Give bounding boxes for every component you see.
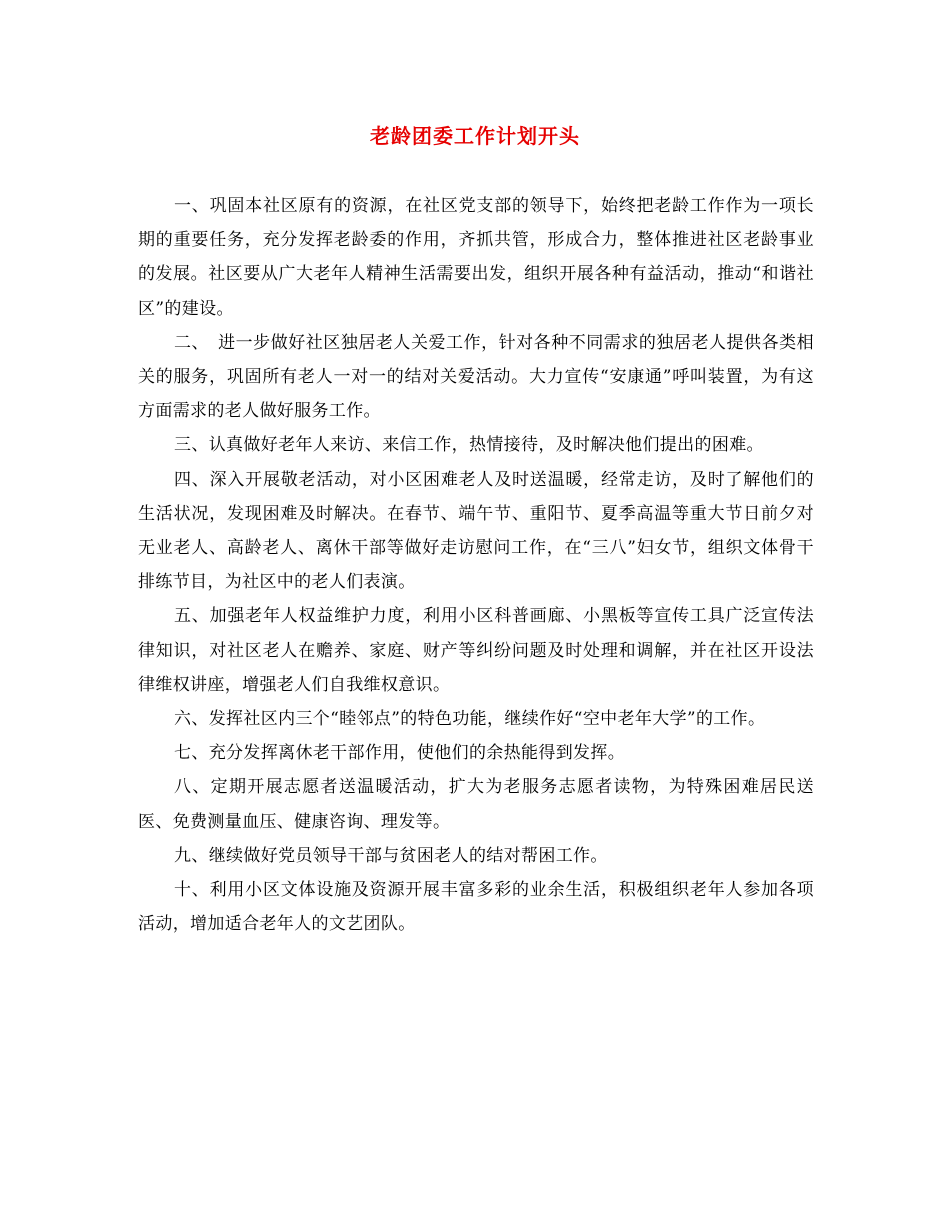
paragraph-3: 三、认真做好老年人来访、来信工作，热情接待，及时解决他们提出的困难。: [174, 435, 764, 456]
paragraph-9: 九、继续做好党员领导干部与贫困老人的结对帮困工作。: [174, 845, 608, 866]
paragraph-5: 五、加强老年人权益维护力度，利用小区科普画廊、小黑板等宣传工具广泛宣传法律知识，对社区老人在赡养、家庭、财产等纠纷问题及时处理和调解，并在社区开设法律维权讲座，增强老人们自我维权意识。: [138, 606, 814, 695]
paragraph-1: 一、巩固本社区原有的资源，在社区党支部的领导下，始终把老龄工作作为一项长期的重要任务，充分发挥老龄委的作用，齐抓共管，形成合力，整体推进社区老龄事业的发展。社区要从广大老年人精神生活需要出发，组织开展各种有益活动，推动“和谐社区”的建设。: [138, 196, 814, 319]
paragraph-6: 六、发挥社区内三个“睦邻点”的特色功能，继续作好“空中老年大学”的工作。: [174, 709, 766, 730]
paragraph-4: 四、深入开展敬老活动，对小区困难老人及时送温暖，经常走访，及时了解他们的生活状况，发现困难及时解决。在春节、端午节、重阳节、夏季高温等重大节日前夕对无业老人、高龄老人、离休干部等做好走访慰问工作，在“三八”妇女节，组织文体骨干排练节目，为社区中的老人们表演。: [138, 469, 814, 593]
paragraph-10: 十、利用小区文体设施及资源开展丰富多彩的业余生活，积极组织老年人参加各项活动，增加适合老年人的文艺团队。: [138, 880, 814, 935]
paragraph-7: 七、充分发挥离休老干部作用，使他们的余热能得到发挥。: [174, 743, 626, 764]
document-title: 老龄团委工作计划开头: [370, 124, 580, 148]
document-body: [138, 189, 814, 941]
paragraph-8: 八、定期开展志愿者送温暖活动，扩大为老服务志愿者读物，为特殊困难居民送医、免费测量血压、健康咨询、理发等。: [138, 777, 814, 832]
paragraph-2: 二、 进一步做好社区独居老人关爱工作，针对各种不同需求的独居老人提供各类相关的服务，巩固所有老人一对一的结对关爱活动。大力宣传“安康通”呼叫装置，为有这方面需求的老人做好服务工作。: [138, 332, 814, 422]
